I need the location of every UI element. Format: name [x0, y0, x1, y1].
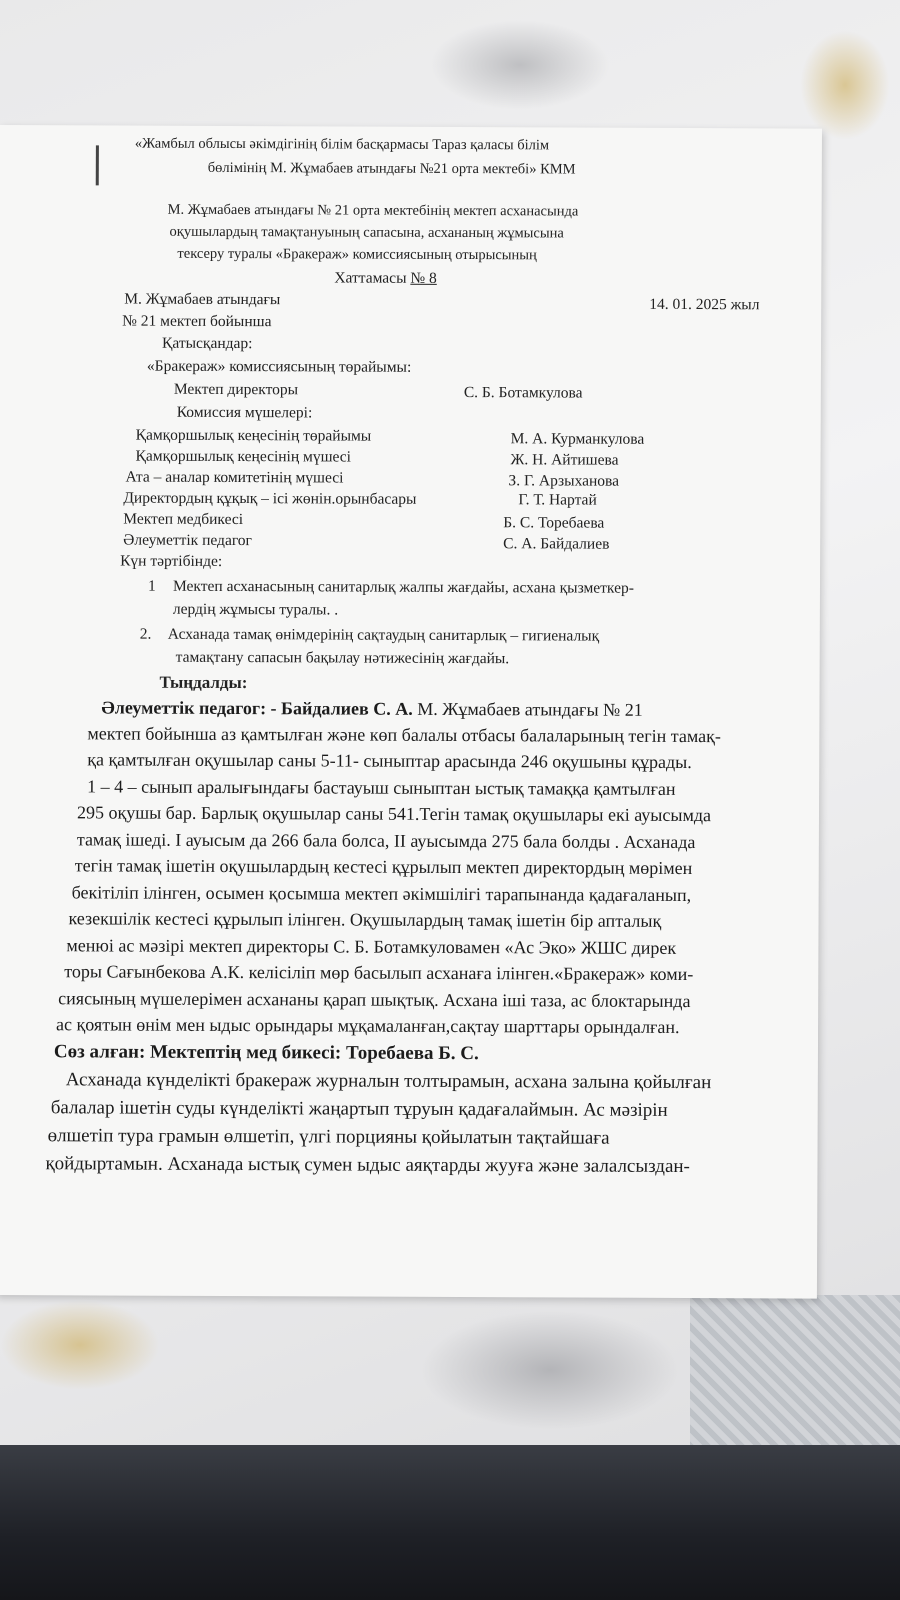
agenda-heading: Күн тәртібінде: — [120, 552, 223, 570]
listened-line: М. Жұмабаев атындағы № 21 — [417, 698, 643, 720]
listened-line: тамақ ішеді. І ауысым да 266 бала болса, ІІ ауысымда 275 бала болды . Асханада — [76, 829, 696, 853]
listened-line: торы Сағынбекова А.К. келісіліп мөр басылып асханаға ілінген.«Бракераж» коми- — [64, 961, 694, 985]
spoke-line: өлшетіп тура грамын өлшетіп, үлгі порцияны қойылатын тақтайшаға — [47, 1125, 610, 1149]
subject-line-1: М. Жұмабаев атындағы № 21 орта мектебінің мектеп асханасында — [167, 201, 579, 220]
member-role: Директордың құқық – ісі жөнін.орынбасары — [123, 489, 417, 508]
listened-line: сиясының мүшелерімен асхананы қарап шықтық. Асхана іші таза, ас блоктарында — [58, 988, 691, 1012]
marble-vein-top — [430, 20, 610, 110]
agenda-item-2-line-2: тамақтану сапасын бақылау нәтижесінің жағдайы. — [175, 648, 510, 668]
listened-line: қа қамтылған оқушылар саны 5-11- сыныптар арасында 246 оқушыны құрады. — [87, 749, 692, 773]
agenda-item-1-line-2: лердің жұмысы туралы. . — [172, 600, 339, 619]
member-name: Б. С. Торебаева — [503, 514, 605, 532]
marble-vein-gold — [800, 30, 890, 140]
spoke-line: Асханада күнделікті бракераж журналын толтырамын, асхана залына қойылған — [65, 1069, 712, 1094]
protocol-number: № 8 — [410, 269, 437, 287]
protocol-title — [334, 269, 437, 287]
marble-vein-bottom-left — [0, 1300, 160, 1390]
listened-paragraph-first-line — [101, 697, 642, 720]
dark-floor — [0, 1445, 900, 1600]
listened-heading: Тыңдалды: — [159, 672, 248, 693]
agenda-item-1-number: 1 — [147, 577, 156, 595]
subject-line-2: оқушылардың тамақтануының сапасына, асхананың жұмысына — [169, 223, 564, 242]
agenda-item-2-line-1: Асханада тамақ өнімдерінің сақтаудың санитарлық – гигиеналық — [167, 625, 600, 645]
document-sheet — [0, 125, 822, 1299]
place-line-1: М. Жұмабаев атындағы — [124, 290, 281, 309]
place-line-2: № 21 мектеп бойынша — [122, 312, 272, 331]
document-date: 14. 01. 2025 жыл — [649, 295, 760, 314]
member-role: Әлеуметтік педагог — [123, 531, 252, 550]
header-line-1: «Жамбыл облысы әкімдігінің білім басқармасы Тараз қаласы білім — [134, 135, 550, 154]
listened-line: 295 оқушы бар. Барлық оқушылар саны 541.Тегін тамақ оқушылары екі ауысымда — [76, 802, 712, 826]
member-name: Г. Т. Нартай — [518, 491, 597, 509]
chair-heading: «Бракераж» комиссиясының төрайымы: — [146, 357, 412, 376]
margin-mark — [96, 145, 99, 185]
protocol-label: Хаттамасы — [334, 269, 407, 287]
agenda-item-2-number: 2. — [139, 625, 152, 643]
spoke-heading: Сөз алған: Мектептің мед бикесі: Торебаева Б. С. — [53, 1041, 479, 1065]
subject-line-3: тексеру туралы «Бракераж» комиссиясының отырысының — [177, 245, 537, 264]
member-role: Қамқоршылық кеңесінің мүшесі — [135, 447, 352, 466]
members-heading: Комиссия мүшелері: — [176, 403, 313, 422]
member-name: Ж. Н. Айтишева — [510, 451, 619, 469]
agenda-item-1-line-1: Мектеп асханасының санитарлық жалпы жағдайы, асхана қызметкер- — [172, 577, 634, 597]
member-name: М. А. Курманкулова — [510, 430, 645, 448]
listened-line: 1 – 4 – сынып аралығындағы бастауыш сыныптан ыстық тамаққа қамтылған — [87, 776, 676, 799]
chair-name: С. Б. Ботамкулова — [463, 384, 583, 402]
listened-line: менюі ас мәзірі мектеп директоры С. Б. Ботамкуловамен «Ас Эко» ЖШС дирек — [66, 935, 677, 958]
spoke-line: қойдыртамын. Асханада ыстық сумен ыдыс аяқтарды жууға және залалсыздан- — [45, 1153, 690, 1178]
listened-speaker: Әлеуметтік педагог: - Байдалиев С. А. — [101, 697, 413, 719]
header-line-2: бөлімінің М. Жұмабаев атындағы №21 орта мектебі» КММ — [207, 159, 576, 178]
member-role: Қамқоршылық кеңесінің төрайымы — [135, 426, 372, 445]
listened-line: кезекшілік кестесі құрылып ілінген. Оқушылардың тамақ ішетін бір апталық — [68, 908, 662, 931]
listened-line: бекітіліп ілінген, осымен қосымша мектеп әкімшілігі тарапынанда қадағаланып, — [71, 882, 692, 906]
participants-heading: Қатысқандар: — [162, 334, 253, 353]
marble-vein-bottom-mid — [420, 1310, 680, 1430]
chair-role: Мектеп директоры — [173, 380, 299, 399]
spoke-line: балалар ішетін суды күнделікті жаңартып тұруын қадағалаймын. Ас мәзірін — [50, 1097, 668, 1121]
member-role: Ата – аналар комитетінің мүшесі — [125, 468, 344, 487]
listened-line: мектеп бойынша аз қамтылған және көп балалы отбасы балаларының тегін тамақ- — [87, 723, 721, 747]
listened-line: ас қоятын өнім мен ыдыс орындары мұқамаланған,сақтау шарттары орындалған. — [56, 1014, 680, 1037]
member-name: С. А. Байдалиев — [503, 535, 610, 553]
member-role: Мектеп медбикесі — [123, 510, 244, 529]
listened-line: тегін тамақ ішетін оқушылардың кестесі құрылып мектеп директордың мөрімен — [74, 855, 693, 879]
member-name: З. Г. Арзыханова — [508, 472, 620, 490]
